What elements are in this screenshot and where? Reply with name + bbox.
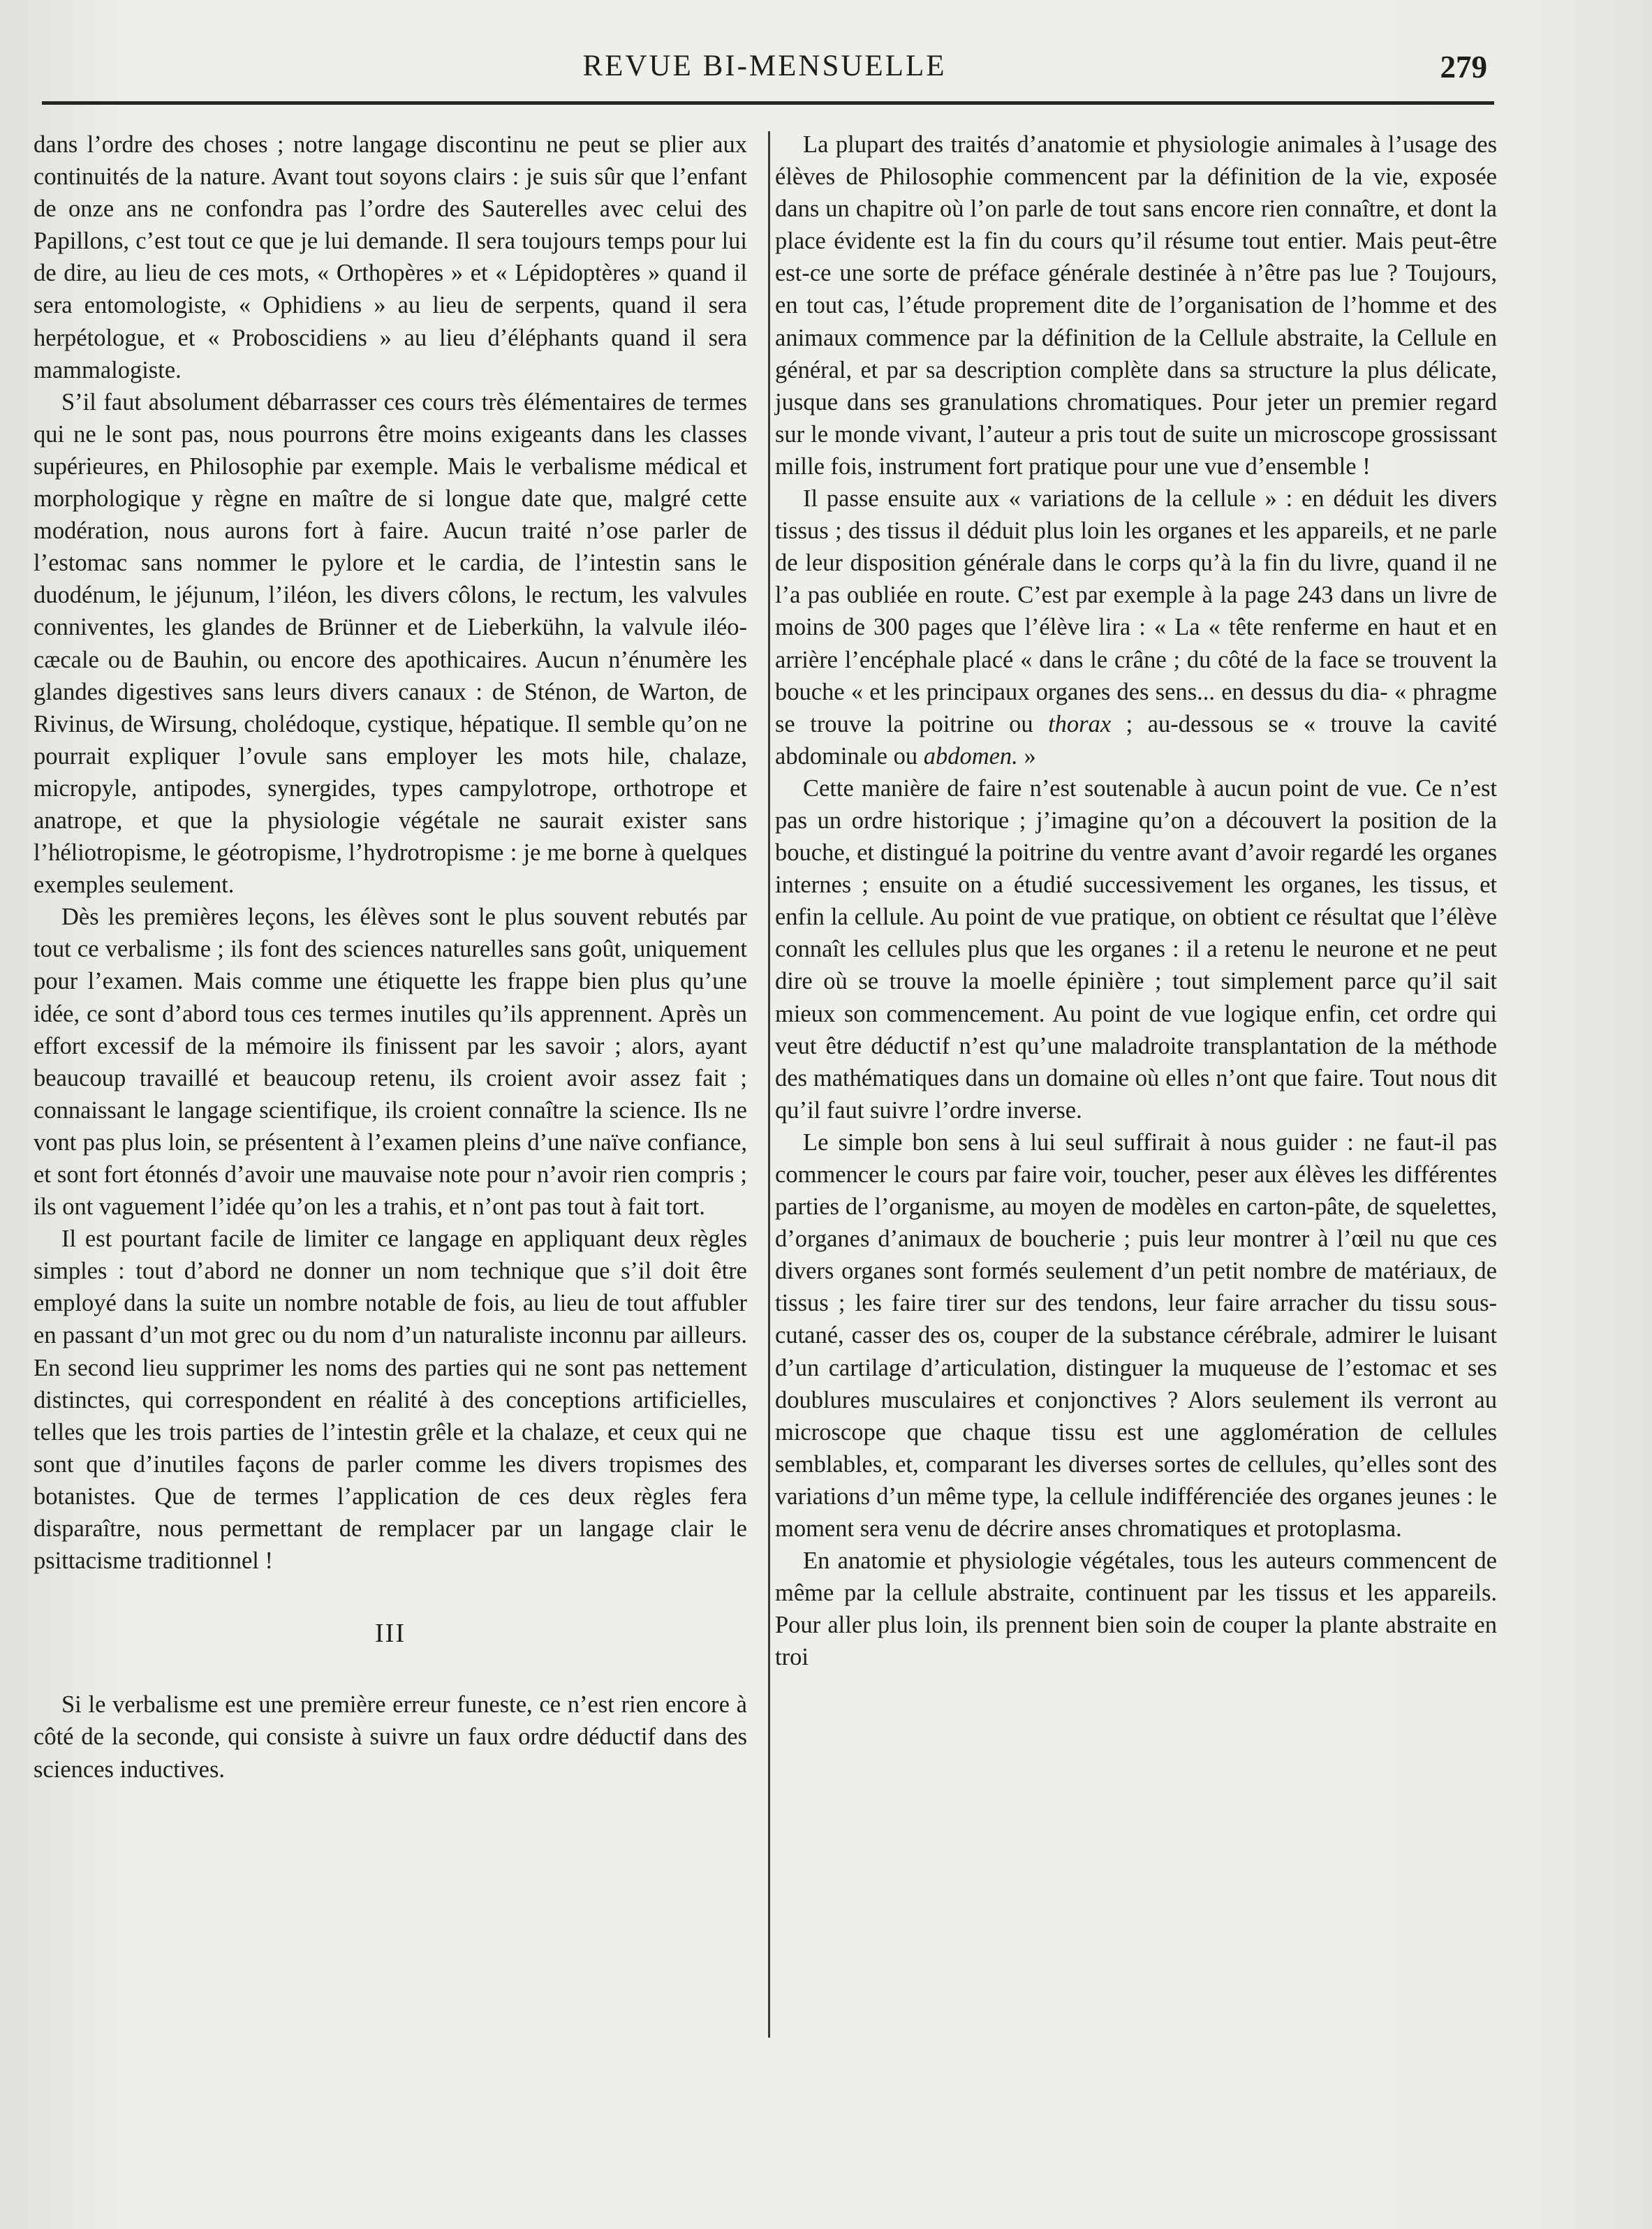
paragraph: S’il faut absolument débarrasser ces cours très élémentaires de termes qui ne le sont pas, nous pourrons être moins exigeants dans les classes supérieures, en Philosophie par exemple. Mais le verbalisme médical et morphologique y règne en maître de si longue date que, malgré cette modération, nous aurons fort à faire. Aucun traité n’ose parler de l’estomac sans nommer le pylore et le cardia, de l’intestin sans le duodénum, le jéjunum, l’iléon, les divers côlons, le rectum, les valvules conniventes, les glandes de Brünner et de Lieberkühn, la valvule iléo-cæcale ou de Bauhin, ou encore des apothicaires. Aucun n’énumère les glandes digestives sans leurs divers canaux : de Sténon, de Warton, de Rivinus, de Wirsung, cholédoque, cystique, hépatique. Il semble qu’on ne pourrait expliquer l’ovule sans employer les mots hile, chalaze, micropyle, antipodes, synergides, types campylotrope, orthotrope et anatrope, et que la physiologie végétale ne saurait exister sans l’héliotropisme, le géotropisme, l’hydrotropisme : je me borne à quelques exemples seulement. bbox=[34, 388, 747, 899]
right-column bbox=[775, 128, 1497, 1674]
left-column bbox=[34, 128, 747, 1786]
text-run: Il passe ensuite aux « variations de la cellule » : en déduit les divers tissus ; des tissus il déduit plus loin les organes et les appareils, et ne parle de leur disposition générale dans le corps qu’à la fin du livre, quand il ne l’a pas oubliée en route. C’est par exemple à la page 243 dans un livre de moins de 300 pages que l’élève lira : « La « tête renferme en haut et en arrière l’encéphale placé « dans le crâne ; du côté de la face se trouvent la bouche « et les principaux organes des sens... en dessus du dia- « phragme se trouve la poitrine ou bbox=[775, 485, 1497, 737]
text-run: » bbox=[1024, 742, 1036, 770]
section-heading: III bbox=[375, 1619, 406, 1649]
page-header bbox=[42, 43, 1487, 92]
paragraph: Si le verbalisme est une première erreur funeste, ce n’est rien encore à côté de la seconde, qui consiste à suivre un faux ordre déductif dans des sciences inductives. bbox=[34, 1691, 747, 1783]
running-head: REVUE BI-MENSUELLE bbox=[582, 50, 947, 82]
italic-term: thorax bbox=[1048, 710, 1112, 737]
paragraph: dans l’ordre des choses ; notre langage discontinu ne peut se plier aux continuités de la nature. Avant tout soyons clairs : je suis sûr que l’enfant de onze ans ne confondra pas l’ordre des Sauterelles avec celui des Papillons, c’est tout ce que je lui demande. Il sera toujours temps pour lui de dire, au lieu de ces mots, « Orthopères » et « Lépidoptères » quand il sera entomologiste, « Ophidiens » au lieu de serpents, quand il sera herpétologue, et « Proboscidiens » au lieu d’éléphants quand il sera mammalogiste. bbox=[34, 131, 747, 383]
paragraph: Il est pourtant facile de limiter ce langage en appliquant deux règles simples : tout d’abord ne donner un nom technique que s’il doit être employé dans la suite un nombre notable de fois, au lieu de tout affubler en passant d’un mot grec ou du nom d’un naturaliste inconnu par ailleurs. En second lieu supprimer les noms des parties qui ne sont pas nettement distinctes, qui correspondent en réalité à des conceptions artificielles, telles que les trois parties de l’intestin grêle et la chalaze, et ceux qui ne sont que d’inutiles façons de parler comme les divers tropismes des botanistes. Que de termes l’application de ces deux règles fera disparaître, nous permettant de remplacer par un langage clair le psittacisme traditionnel ! bbox=[34, 1226, 747, 1575]
header-rule bbox=[42, 101, 1494, 105]
paragraph: En anatomie et physiologie végétales, tous les auteurs commencent de même par la cellule abstraite, continuent par les tissus et les appareils. Pour aller plus loin, ils prennent bien soin de couper la plante abstraite en troi bbox=[775, 1547, 1497, 1671]
paragraph: Le simple bon sens à lui seul suffirait à nous guider : ne faut-il pas commencer le cours par faire voir, toucher, peser aux élèves les différentes parties de l’organisme, au moyen de modèles en carton-pâte, de squelettes, d’organes d’animaux de boucherie ; puis leur montrer à l’œil nu que ces divers organes sont formés seulement d’un petit nombre de matériaux, de tissus ; les faire tirer sur des tendons, leur faire arracher du tissu sous-cutané, casser des os, couper de la substance cérébrale, admirer le luisant d’un cartilage d’articulation, distinguer la muqueuse de l’estomac et ses doublures musculaires et conjonctives ? Alors seulement ils verront au microscope que chaque tissu est une agglomération de cellules semblables, et, comparant les diverses sortes de cellules, qu’elles sont des variations d’un même type, la cellule indifférenciée des organes jeunes : le moment sera venu de décrire anses chromatiques et protoplasma. bbox=[775, 1128, 1497, 1543]
paragraph: La plupart des traités d’anatomie et physiologie animales à l’usage des élèves de Philosophie commencent par la définition de la vie, exposée dans un chapitre où l’on parle de tout sans encore rien connaître, et dont la place évidente est la fin du cours qu’il résume tout entier. Mais peut-être est-ce une sorte de préface générale destinée à n’être pas lue ? Toujours, en tout cas, l’étude proprement dite de l’organisation de l’homme et des animaux commence par la définition de la Cellule abstraite, la Cellule en général, et par sa description complète dans sa structure la plus délicate, jusque dans ses granulations chromatiques. Pour jeter un premier regard sur le monde vivant, l’auteur a pris tout de suite un microscope grossissant mille fois, instrument fort pratique pour une vue d’ensemble ! bbox=[775, 131, 1497, 480]
text-run: ; au-dessous se « trouve la cavité abdominale ou bbox=[775, 710, 1497, 770]
paragraph bbox=[775, 483, 1497, 772]
paragraph: Dès les premières leçons, les élèves sont le plus souvent rebutés par tout ce verbalisme ; ils font des sciences naturelles sans goût, uniquement pour l’examen. Mais comme une étiquette les frappe bien plus qu’une idée, ce sont d’abord tous ces termes inutiles qu’ils apprennent. Après un effort excessif de la mémoire ils finissent par les savoir ; alors, ayant beaucoup travaillé et beaucoup retenu, ils croient avoir assez fait ; connaissant le langage scientifique, ils croient connaître la science. Ils ne vont pas plus loin, se présentent à l’examen pleins d’une naïve confiance, et sont fort étonnés d’avoir une mauvaise note pour n’avoir rien compris ; ils ont vaguement l’idée qu’on les a trahis, et n’ont pas tout à fait tort. bbox=[34, 904, 747, 1221]
italic-term: abdomen. bbox=[923, 742, 1018, 770]
page-number: 279 bbox=[1440, 50, 1487, 84]
paragraph: Cette manière de faire n’est soutenable à aucun point de vue. Ce n’est pas un ordre historique ; j’imagine qu’on a découvert la position de la bouche, et distingué la poitrine du ventre avant d’avoir regardé les organes internes ; ensuite on a étudié successivement les organes, les tissus, et enfin la cellule. Au point de vue pratique, on obtient ce résultat que l’élève connaît les cellules plus que les organes : il a retenu le neurone et ne peut dire où se trouve la moelle épinière ; tout simplement parce qu’il sait mieux son commencement. Au point de vue logique enfin, cet ordre qui veut être déductif n’est qu’une maladroite transplantation de la méthode des mathématiques dans un domaine où elles n’ont que faire. Tout nous dit qu’il faut suivre l’ordre inverse. bbox=[775, 774, 1497, 1124]
column-rule bbox=[768, 131, 770, 2038]
